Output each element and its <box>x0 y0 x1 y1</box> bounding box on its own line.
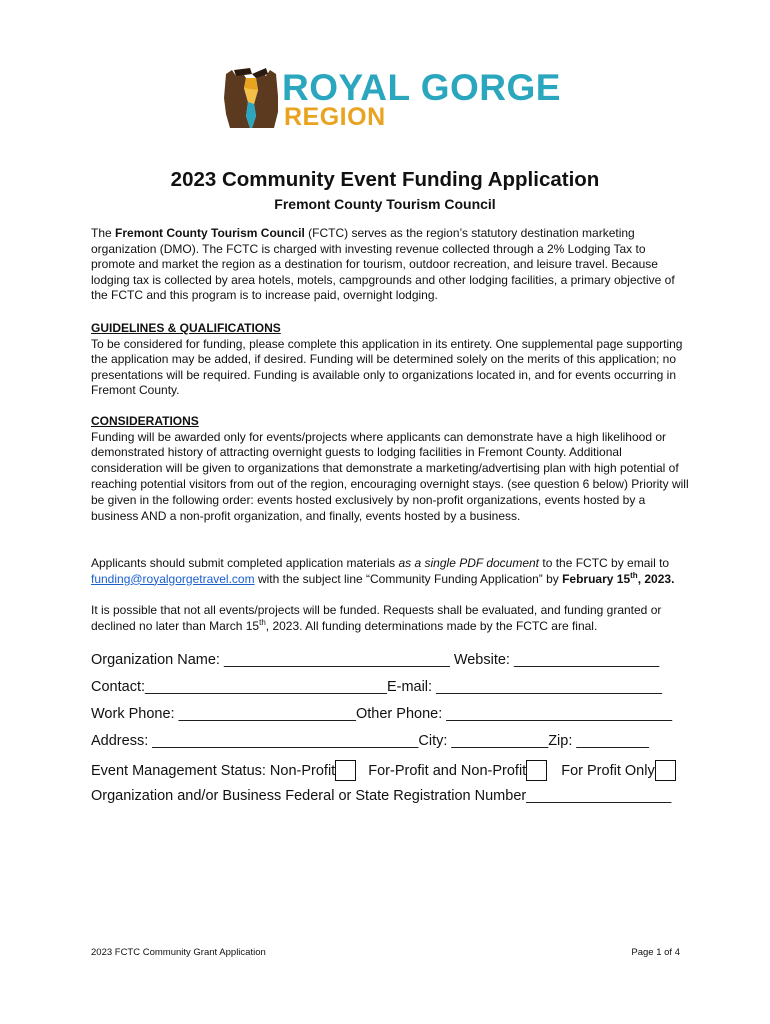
evaluation-sup: th <box>259 617 266 627</box>
considerations-section <box>91 414 691 524</box>
zip-field[interactable]: Zip: _________ <box>548 733 649 749</box>
considerations-text: Funding will be awarded only for events/projects where applicants can demonstrate have a high likelihood or demonstrated history of attracting overnight guests to lodging facilities in Fremont County. Additional consideration will be given to organizations that demonstrate a marketing/advertising plan with high potential of reaching potential visitors from out of the region, encouraging overnight stays. (see question 6 below) Priority will be given in the following order: events hosted exclusively by non-profit organizations, events hosted by a business AND a non-profit organization, and finally, events hosted by a business. <box>91 429 689 523</box>
logo-wordmark-line1: ROYAL GORGE <box>282 67 561 108</box>
status-label: Event Management Status: Non-Profit <box>91 763 336 779</box>
considerations-heading: CONSIDERATIONS <box>91 414 199 428</box>
evaluation-paragraph <box>91 603 691 634</box>
submission-deadline: February 15 <box>562 571 631 586</box>
registration-number-field[interactable]: Organization and/or Business Federal or State Registration Number__________________ <box>91 788 672 804</box>
submission-format: as a single PDF document <box>398 556 540 570</box>
footer-page-number: Page 1 of 4 <box>631 947 680 958</box>
both-checkbox[interactable] <box>526 760 547 781</box>
evaluation-text-1: It is possible that not all events/projects will be funded. Requests shall be evaluated, and funding granted or declined no later than March 15 <box>91 603 662 633</box>
contact-field[interactable]: Contact:______________________________ <box>91 679 387 695</box>
form-row-status <box>91 760 691 781</box>
submission-paragraph <box>91 556 691 587</box>
footer-left: 2023 FCTC Community Grant Application <box>91 947 266 958</box>
form-row-organization <box>91 652 691 668</box>
intro-org-name: Fremont County Tourism Council <box>115 226 305 240</box>
city-field[interactable]: City: ____________ <box>418 733 549 749</box>
intro-text: (FCTC) serves as the region’s statutory destination marketing organization (DMO). The FCTC is charged with investing revenue collected through a 2% Lodging Tax to promote and market the region as a destination for tourism, outdoor recreation, and leisure travel. Because lodging tax is collected by area hotels, motels, campgrounds and other lodging facilities, a primary objective of the FCTC and this program is to increase paid, overnight lodging. <box>91 226 675 303</box>
page-subtitle: Fremont County Tourism Council <box>274 196 496 212</box>
address-field[interactable]: Address: _________________________________ <box>91 733 419 749</box>
form-row-registration <box>91 788 691 804</box>
submission-deadline-sup: th <box>630 570 638 580</box>
forprofit-checkbox[interactable] <box>655 760 676 781</box>
guidelines-section <box>91 321 691 399</box>
intro-prefix: The <box>91 226 116 240</box>
submission-text-3: with the subject line “Community Funding Application” by <box>254 571 563 586</box>
other-phone-field[interactable]: Other Phone: ____________________________ <box>356 706 673 722</box>
nonprofit-checkbox[interactable] <box>335 760 356 781</box>
canyon-logo-icon <box>222 68 280 130</box>
guidelines-text: To be considered for funding, please complete this application in its entirety. One supplemental page supporting the application may be added, if desired. Funding will be determined solely on the merits of this application; no presentations will be required. Funding is available only to organizations located in, and for events occurring in Fremont County. <box>91 336 683 398</box>
form-row-address <box>91 733 691 749</box>
option-both-label: For-Profit and Non-Profit <box>368 763 527 779</box>
form-row-contact <box>91 679 691 695</box>
website-field[interactable]: Website: __________________ <box>453 652 660 668</box>
evaluation-text-2: , 2023. All funding determinations made by the FCTC are final. <box>265 618 598 633</box>
submission-text-2: to the FCTC by email to <box>539 556 670 570</box>
intro-paragraph <box>91 226 691 304</box>
logo-wordmark-line2: REGION <box>284 103 386 131</box>
royal-gorge-logo <box>222 66 561 131</box>
org-name-field[interactable]: Organization Name: ____________________________ <box>91 652 454 668</box>
page-title: 2023 Community Event Funding Application <box>170 168 600 191</box>
option-forprofit-label: For Profit Only <box>561 763 655 779</box>
guidelines-heading: GUIDELINES & QUALIFICATIONS <box>91 321 281 335</box>
work-phone-field[interactable]: Work Phone: ______________________ <box>91 706 356 722</box>
submission-text-1: Applicants should submit completed application materials <box>91 556 399 570</box>
email-field[interactable]: E-mail: ____________________________ <box>386 679 662 695</box>
form-row-phones <box>91 706 691 722</box>
submission-deadline-year: , 2023. <box>637 571 675 586</box>
submission-email-link[interactable]: funding@royalgorgetravel.com <box>91 571 255 586</box>
